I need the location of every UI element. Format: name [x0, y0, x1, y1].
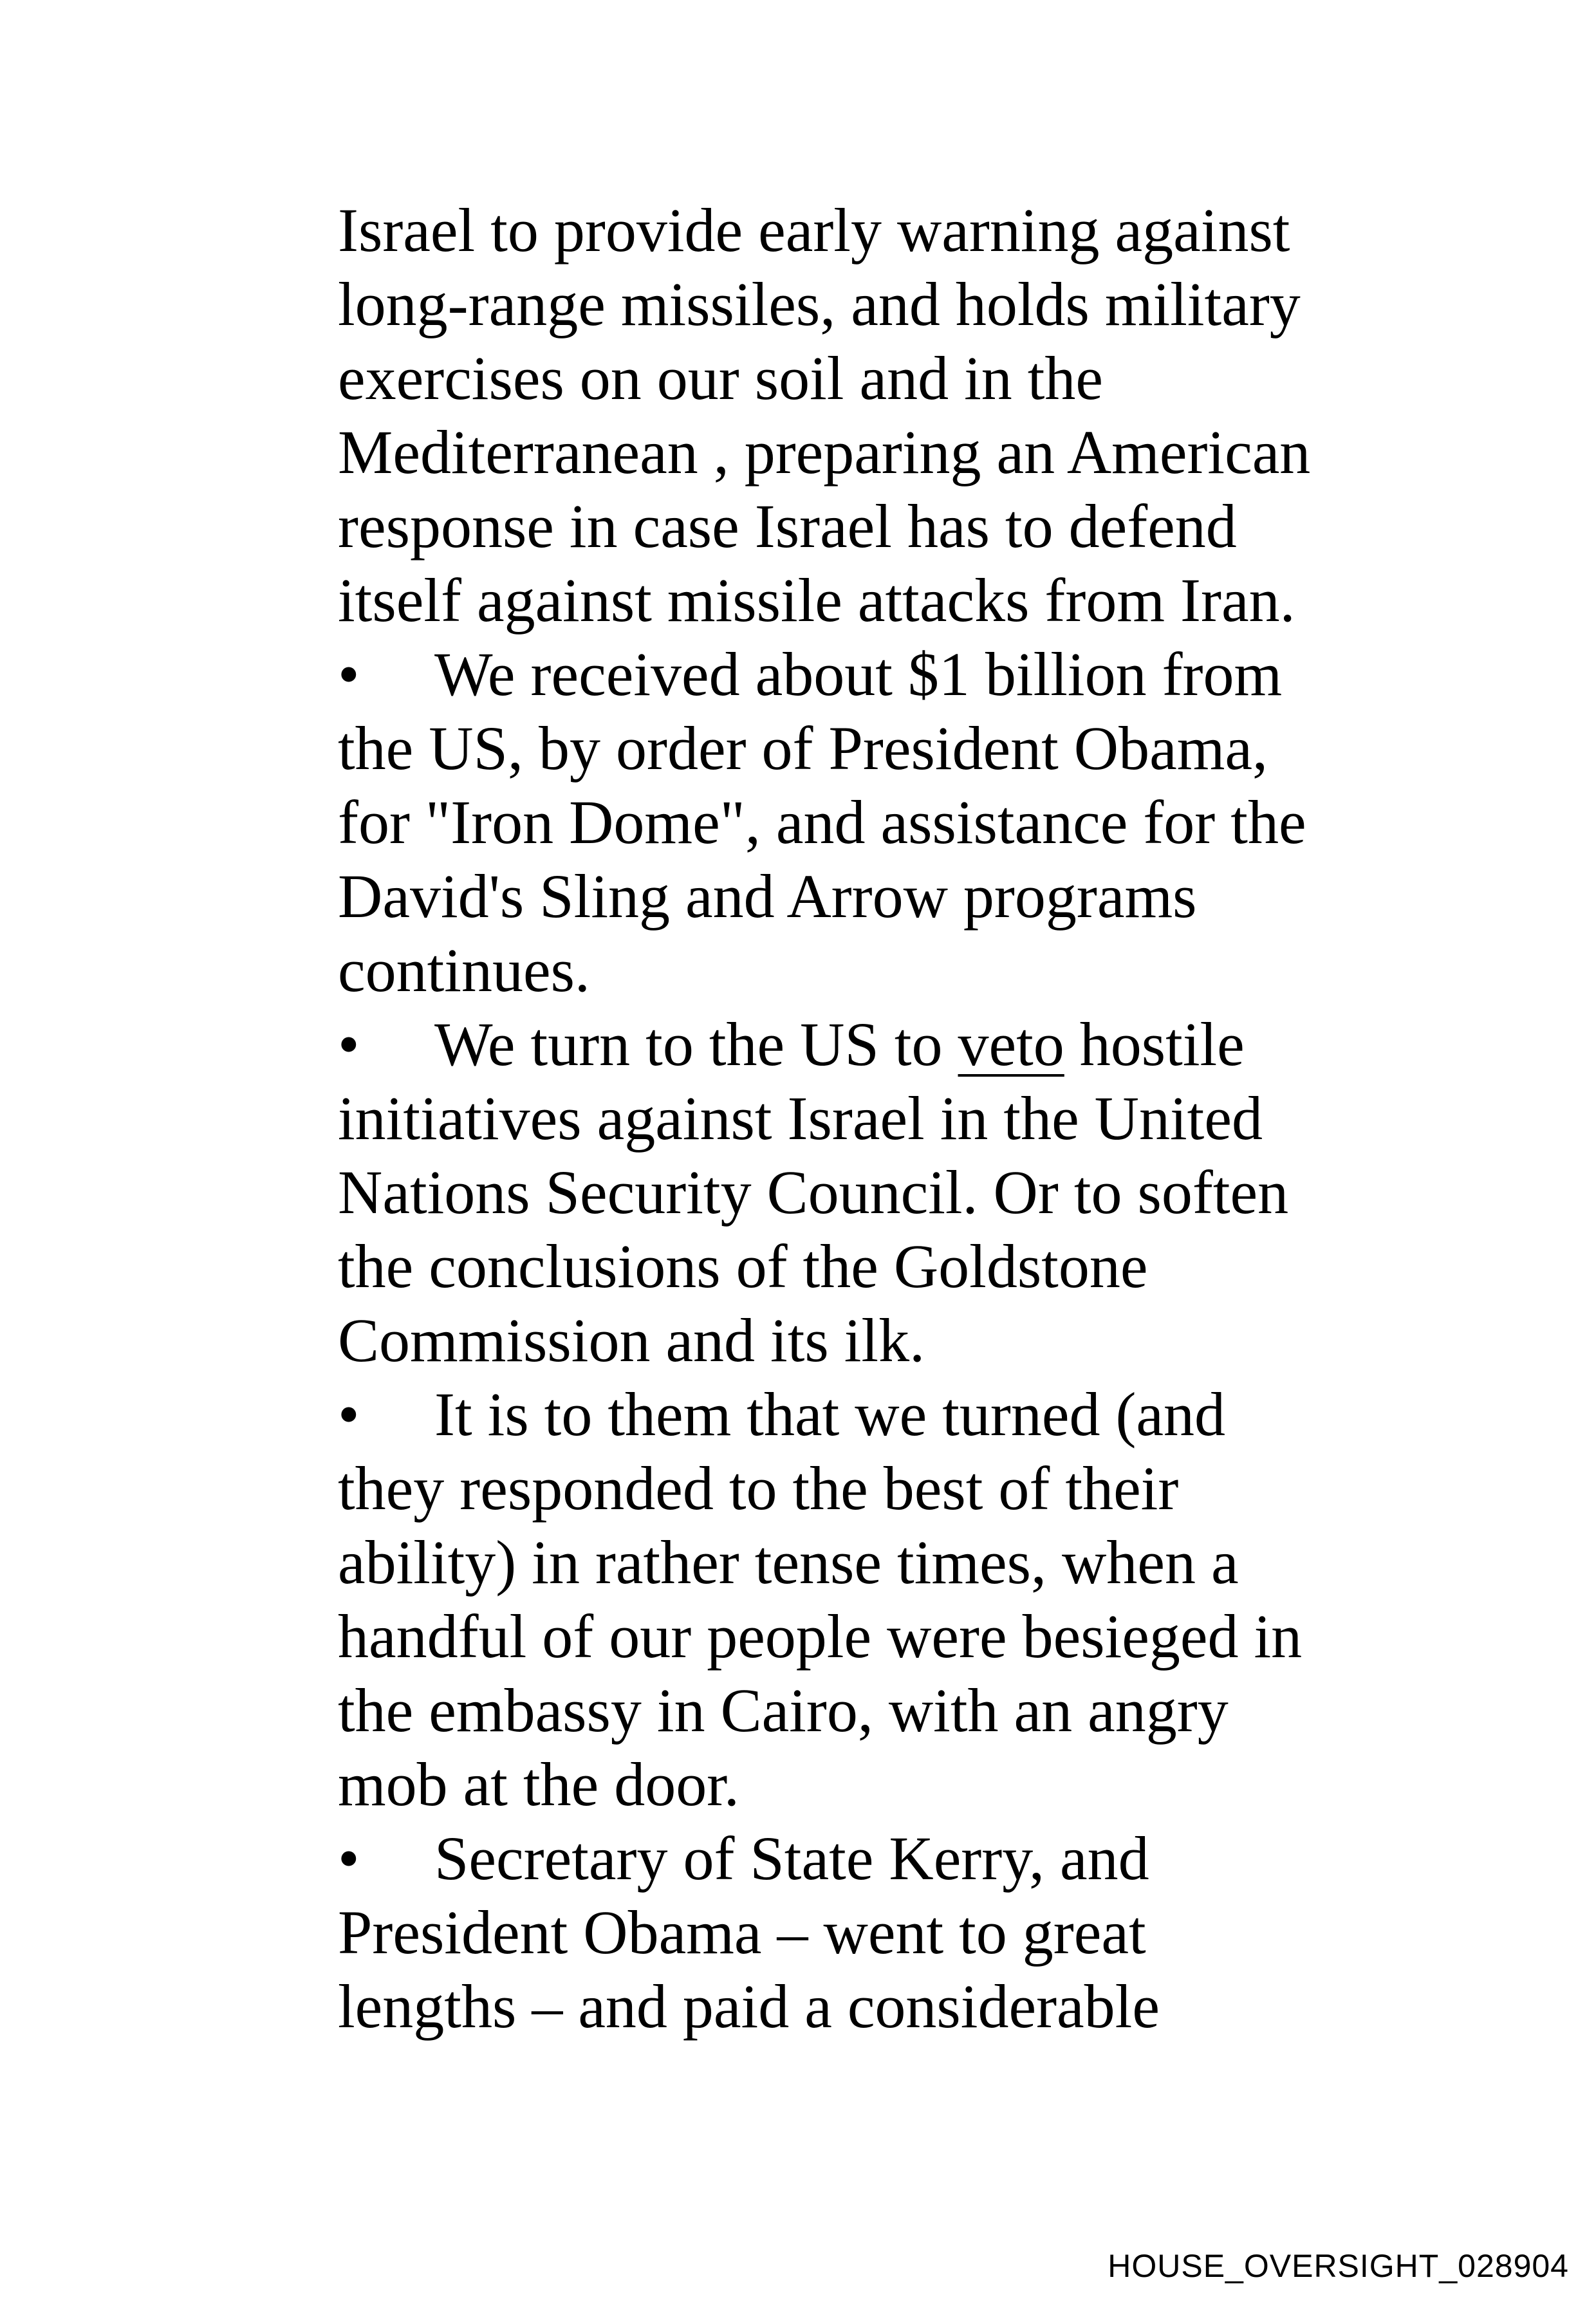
text-line: for "Iron Dome", and assistance for the — [338, 788, 1306, 857]
text-line: President Obama – went to great — [338, 1898, 1146, 1967]
text-line: David's Sling and Arrow programs — [338, 862, 1197, 931]
bullet-text: It is to them that we turned (and — [434, 1380, 1226, 1449]
text-line: the embassy in Cairo, with an angry — [338, 1676, 1229, 1745]
text-line: Israel to provide early warning against — [338, 196, 1290, 265]
bullet-item-4 — [338, 1821, 1419, 2043]
bullet-icon: • — [338, 1010, 360, 1079]
bullet-first-line — [338, 1377, 1419, 1451]
text-line: Nations Security Council. Or to soften — [338, 1158, 1289, 1227]
bullet-first-line — [338, 1821, 1419, 1895]
bullet-item-2 — [338, 1007, 1419, 1377]
text-line: the conclusions of the Goldstone — [338, 1232, 1148, 1301]
text-line: Mediterranean , preparing an American — [338, 418, 1311, 487]
text-line: response in case Israel has to defend — [338, 492, 1237, 561]
text-line: exercises on our soil and in the — [338, 344, 1104, 413]
text-line: itself against missile attacks from Iran. — [338, 566, 1295, 635]
document-body — [338, 193, 1419, 2043]
bullet-item-3 — [338, 1377, 1419, 1821]
bullet-icon: • — [338, 1380, 360, 1449]
underlined-word-veto: veto — [958, 1010, 1064, 1079]
bullet-first-line — [338, 1007, 1419, 1081]
bullet-icon: • — [338, 640, 360, 709]
intro-paragraph — [338, 193, 1419, 637]
bullet-text-continued: hostile — [1064, 1010, 1245, 1079]
document-id-stamp: HOUSE_OVERSIGHT_028904 — [1108, 2248, 1569, 2284]
bullet-text: We received about $1 billion from — [434, 640, 1283, 709]
bullet-first-line — [338, 637, 1419, 711]
text-line: handful of our people were besieged in — [338, 1602, 1303, 1671]
bullet-text: Secretary of State Kerry, and — [434, 1824, 1149, 1893]
text-line: Commission and its ilk. — [338, 1306, 925, 1375]
bullet-text: We turn to the US to — [434, 1010, 958, 1079]
text-line: the US, by order of President Obama, — [338, 714, 1268, 783]
bullet-item-1 — [338, 637, 1419, 1007]
text-line: mob at the door. — [338, 1750, 739, 1819]
text-line: ability) in rather tense times, when a — [338, 1528, 1239, 1597]
text-line: lengths – and paid a considerable — [338, 1972, 1160, 2041]
text-line: initiatives against Israel in the United — [338, 1084, 1263, 1153]
text-line: they responded to the best of their — [338, 1454, 1179, 1523]
text-line: long-range missiles, and holds military — [338, 270, 1301, 339]
bullet-icon: • — [338, 1824, 360, 1893]
text-line: continues. — [338, 936, 590, 1005]
